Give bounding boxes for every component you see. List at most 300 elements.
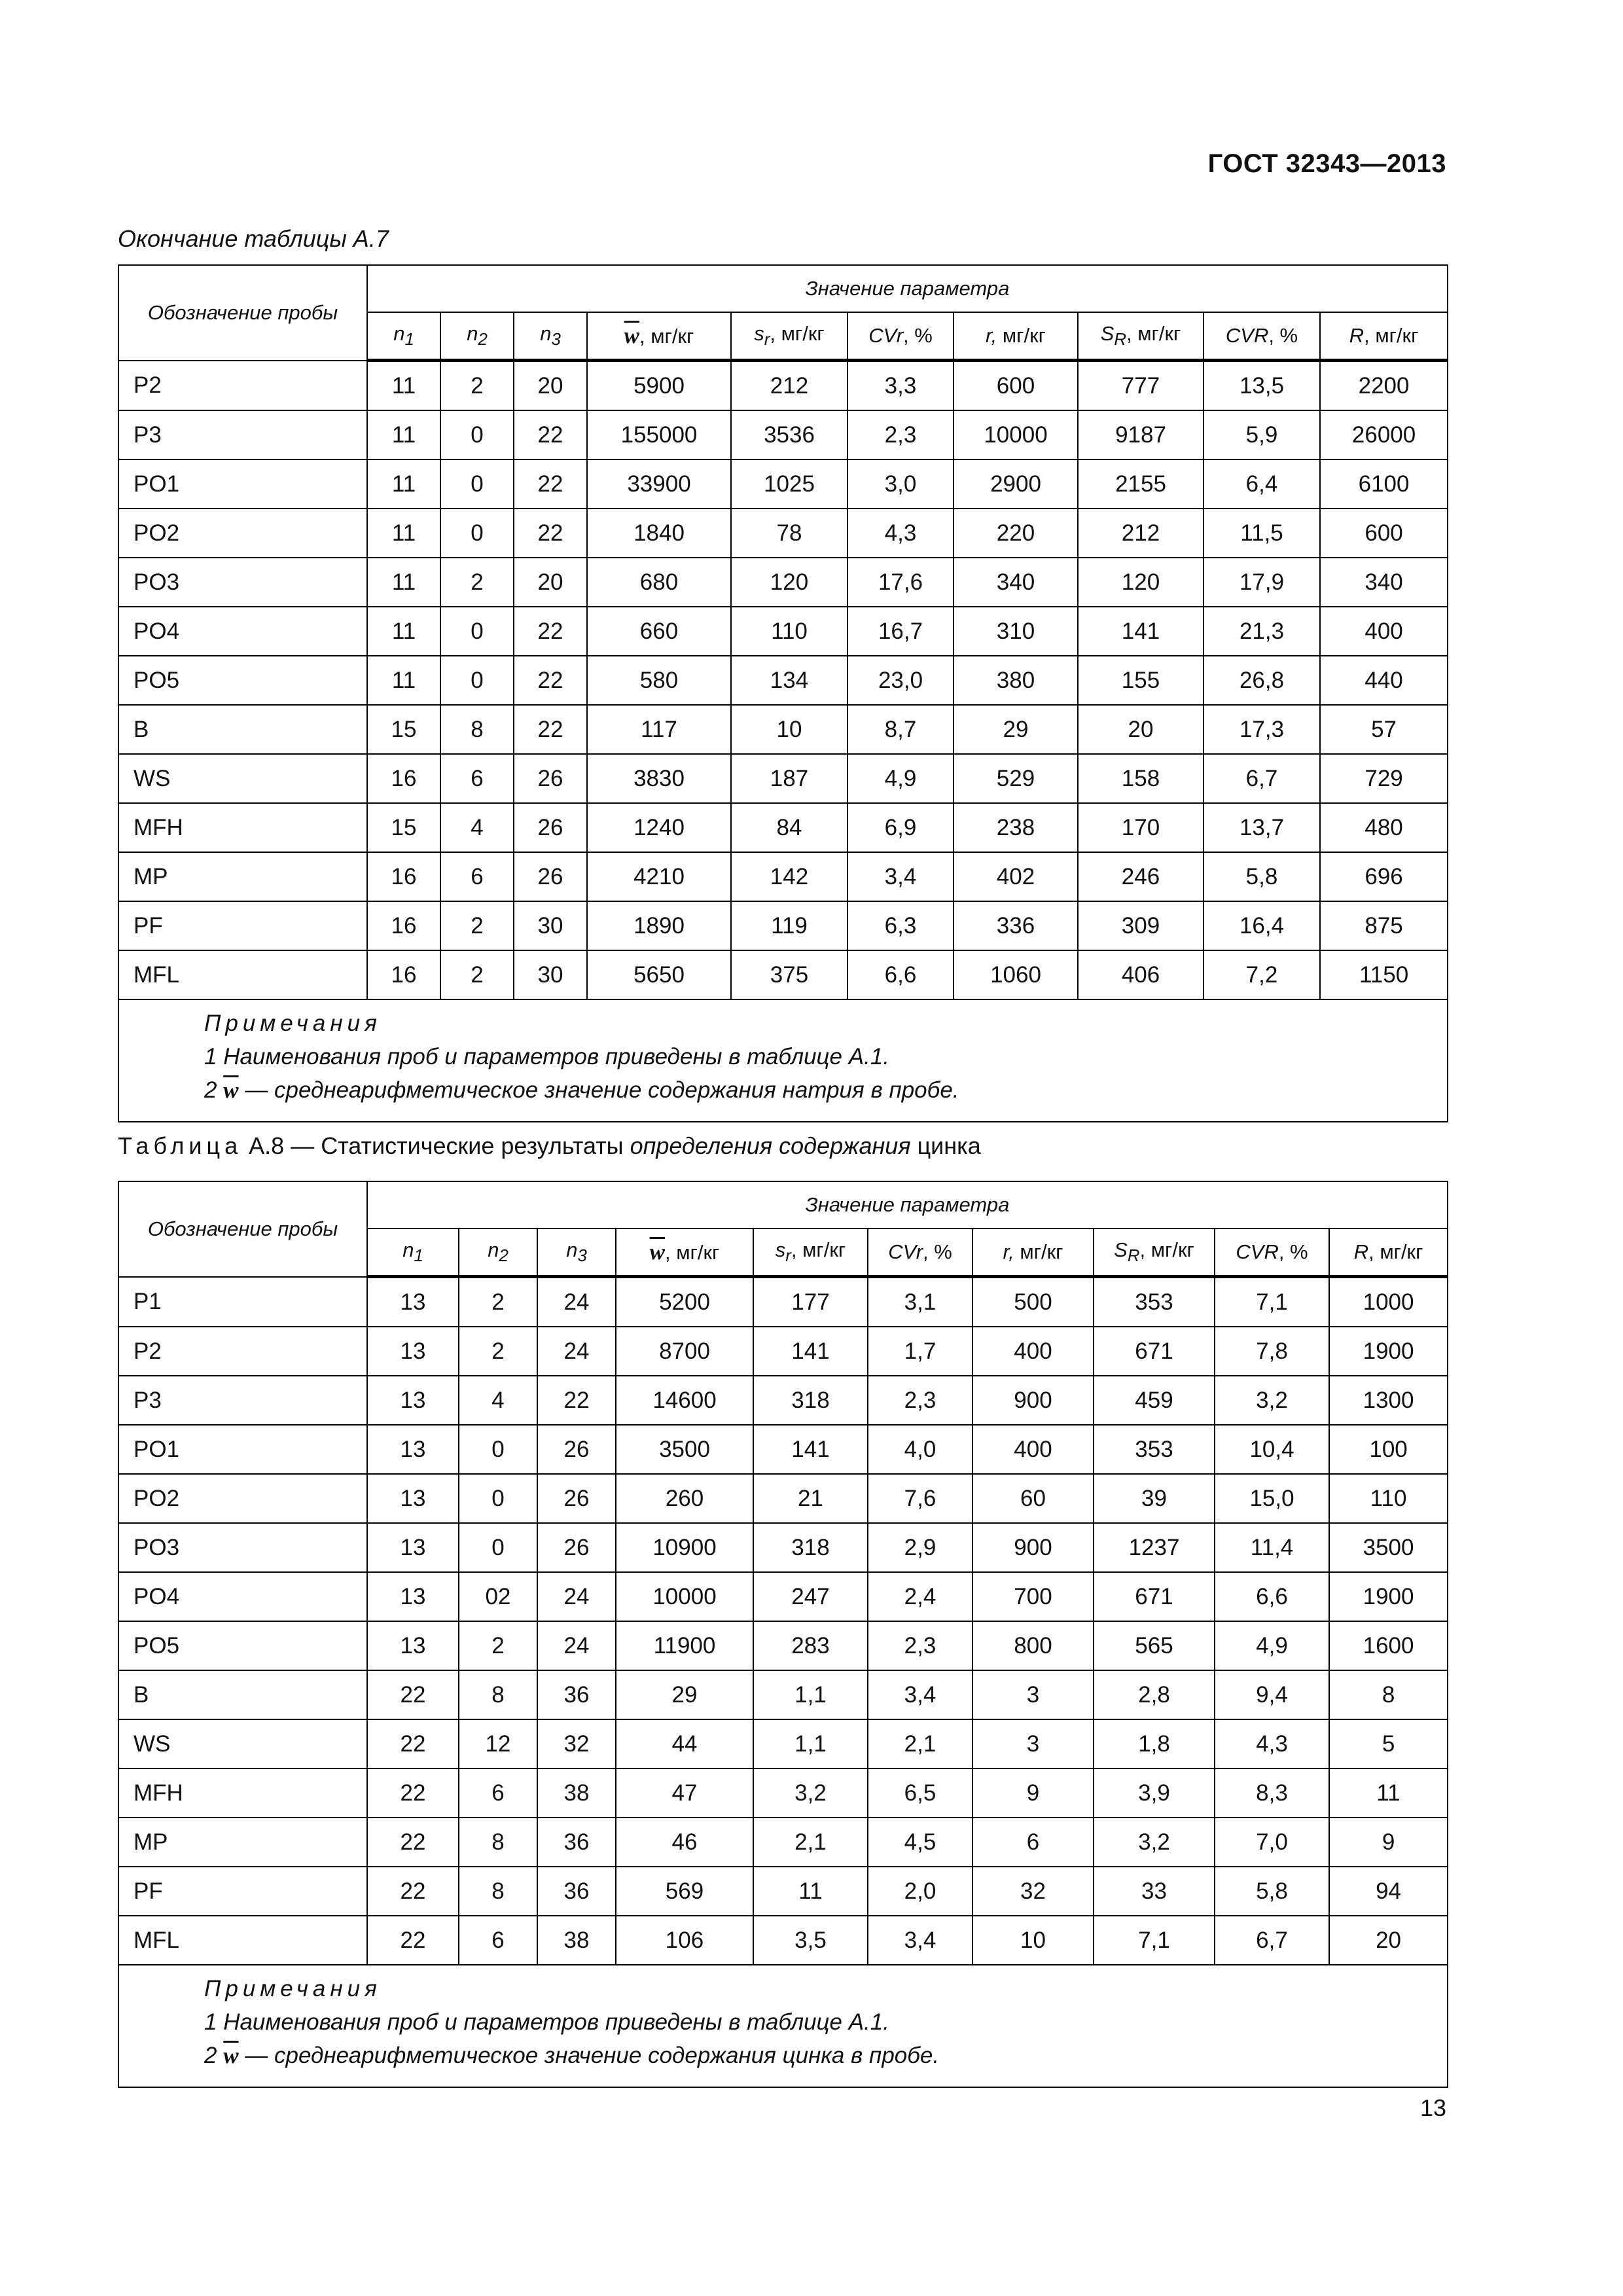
value-cell: 247 — [753, 1572, 868, 1621]
value-cell: 26000 — [1320, 410, 1448, 459]
sample-name-cell: P3 — [118, 410, 367, 459]
value-cell: 26 — [514, 852, 587, 901]
value-cell: 22 — [367, 1916, 459, 1965]
value-cell: 5900 — [587, 361, 731, 411]
col-n3: $n_3$ — [514, 312, 587, 361]
table-row — [118, 1621, 1448, 1670]
value-cell: 1000 — [1329, 1277, 1448, 1327]
value-cell: 7,1 — [1215, 1277, 1329, 1327]
value-cell: 13 — [367, 1425, 459, 1474]
value-cell: 16 — [367, 950, 440, 999]
table-row — [118, 656, 1448, 705]
table-row — [118, 558, 1448, 607]
table-a8-caption: Таблица А.8 — Статистические результаты определения содержания цинка — [118, 1132, 981, 1159]
col-R: R, мг/кг — [1329, 1229, 1448, 1277]
sample-name-cell: PF — [118, 1867, 367, 1916]
value-cell: 3,2 — [1094, 1818, 1215, 1867]
value-cell: 6 — [972, 1818, 1094, 1867]
value-cell: 2155 — [1078, 459, 1204, 509]
value-cell: 671 — [1094, 1327, 1215, 1376]
value-cell: 4,9 — [1215, 1621, 1329, 1670]
value-cell: 0 — [440, 607, 514, 656]
table-row — [118, 901, 1448, 950]
value-cell: 29 — [616, 1670, 753, 1719]
col-n1: $n_1$ — [367, 312, 440, 361]
col-sr: $s_r$, мг/кг — [731, 312, 847, 361]
value-cell: 2,3 — [847, 410, 954, 459]
value-cell: 2,9 — [868, 1523, 972, 1572]
sample-name-cell: PO2 — [118, 509, 367, 558]
value-cell: 340 — [1320, 558, 1448, 607]
col-w: $\overline{w}$, мг/кг — [587, 312, 731, 361]
value-cell: 2 — [440, 361, 514, 411]
value-cell: 700 — [972, 1572, 1094, 1621]
value-cell: 1025 — [731, 459, 847, 509]
value-cell: 2,1 — [753, 1818, 868, 1867]
value-cell: 57 — [1320, 705, 1448, 754]
value-cell: 100 — [1329, 1425, 1448, 1474]
value-cell: 22 — [514, 656, 587, 705]
value-cell: 13 — [367, 1376, 459, 1425]
value-cell: 3,9 — [1094, 1768, 1215, 1818]
value-cell: 02 — [459, 1572, 537, 1621]
value-cell: 220 — [954, 509, 1078, 558]
value-cell: 39 — [1094, 1474, 1215, 1523]
value-cell: 47 — [616, 1768, 753, 1818]
value-cell: 13 — [367, 1621, 459, 1670]
value-cell: 15 — [367, 705, 440, 754]
value-cell: 1300 — [1329, 1376, 1448, 1425]
value-cell: 7,0 — [1215, 1818, 1329, 1867]
notes-title: Примечания — [204, 1976, 382, 2001]
value-cell: 22 — [367, 1818, 459, 1867]
value-cell: 480 — [1320, 803, 1448, 852]
value-cell: 8 — [440, 705, 514, 754]
value-cell: 30 — [514, 901, 587, 950]
table-row — [118, 1376, 1448, 1425]
value-cell: 10000 — [954, 410, 1078, 459]
value-cell: 8,3 — [1215, 1768, 1329, 1818]
sample-name-cell: MFL — [118, 950, 367, 999]
sample-header: Обозначение пробы — [118, 265, 367, 361]
table-row — [118, 1572, 1448, 1621]
value-cell: 11 — [367, 361, 440, 411]
value-cell: 4 — [440, 803, 514, 852]
sample-name-cell: WS — [118, 1719, 367, 1768]
value-cell: 16 — [367, 754, 440, 803]
value-cell: 120 — [731, 558, 847, 607]
value-cell: 22 — [367, 1670, 459, 1719]
value-cell: 22 — [537, 1376, 616, 1425]
value-cell: 696 — [1320, 852, 1448, 901]
value-cell: 187 — [731, 754, 847, 803]
value-cell: 9 — [972, 1768, 1094, 1818]
value-cell: 8 — [459, 1670, 537, 1719]
col-w: $\overline{w}$, мг/кг — [616, 1229, 753, 1277]
value-cell: 11 — [367, 509, 440, 558]
value-cell: 119 — [731, 901, 847, 950]
value-cell: 17,9 — [1204, 558, 1320, 607]
value-cell: 8 — [459, 1867, 537, 1916]
value-cell: 318 — [753, 1523, 868, 1572]
value-cell: 11 — [1329, 1768, 1448, 1818]
value-cell: 580 — [587, 656, 731, 705]
page-number: 13 — [1419, 2094, 1446, 2121]
value-cell: 36 — [537, 1867, 616, 1916]
value-cell: 22 — [367, 1719, 459, 1768]
value-cell: 22 — [514, 459, 587, 509]
sample-name-cell: PO3 — [118, 558, 367, 607]
table-row — [118, 1916, 1448, 1965]
value-cell: 6 — [440, 754, 514, 803]
value-cell: 3,3 — [847, 361, 954, 411]
value-cell: 26 — [537, 1474, 616, 1523]
value-cell: 120 — [1078, 558, 1204, 607]
value-cell: 22 — [514, 509, 587, 558]
value-cell: 26 — [537, 1523, 616, 1572]
value-cell: 7,2 — [1204, 950, 1320, 999]
table-a8 — [118, 1181, 1448, 2088]
value-cell: 22 — [514, 607, 587, 656]
value-cell: 106 — [616, 1916, 753, 1965]
value-cell: 16 — [367, 852, 440, 901]
value-cell: 6,6 — [847, 950, 954, 999]
value-cell: 24 — [537, 1327, 616, 1376]
table-row — [118, 950, 1448, 999]
value-cell: 20 — [1329, 1916, 1448, 1965]
sample-name-cell: PO5 — [118, 656, 367, 705]
value-cell: 0 — [459, 1425, 537, 1474]
value-cell: 11,4 — [1215, 1523, 1329, 1572]
value-cell: 2,8 — [1094, 1670, 1215, 1719]
value-cell: 406 — [1078, 950, 1204, 999]
value-cell: 17,3 — [1204, 705, 1320, 754]
col-n1: $n_1$ — [367, 1229, 459, 1277]
value-cell: 900 — [972, 1376, 1094, 1425]
value-cell: 459 — [1094, 1376, 1215, 1425]
table-row — [118, 1425, 1448, 1474]
col-r: r, мг/кг — [972, 1229, 1094, 1277]
value-cell: 1,1 — [753, 1670, 868, 1719]
col-R: R, мг/кг — [1320, 312, 1448, 361]
value-cell: 3,2 — [753, 1768, 868, 1818]
value-cell: 246 — [1078, 852, 1204, 901]
value-cell: 3,0 — [847, 459, 954, 509]
table-a7 — [118, 264, 1448, 1122]
value-cell: 78 — [731, 509, 847, 558]
value-cell: 6,7 — [1204, 754, 1320, 803]
value-cell: 1150 — [1320, 950, 1448, 999]
value-cell: 24 — [537, 1572, 616, 1621]
table-a8-notes — [118, 1965, 1448, 2087]
table-row — [118, 1670, 1448, 1719]
value-cell: 4,9 — [847, 754, 954, 803]
value-cell: 660 — [587, 607, 731, 656]
value-cell: 6100 — [1320, 459, 1448, 509]
table-row — [118, 1867, 1448, 1916]
value-cell: 10900 — [616, 1523, 753, 1572]
note-1: 1 Наименования проб и параметров приведены в таблице А.1. — [204, 1044, 890, 1069]
value-cell: 600 — [954, 361, 1078, 411]
sample-name-cell: P3 — [118, 1376, 367, 1425]
value-cell: 158 — [1078, 754, 1204, 803]
table-row — [118, 361, 1448, 411]
value-cell: 22 — [514, 705, 587, 754]
value-cell: 26 — [514, 754, 587, 803]
value-cell: 353 — [1094, 1277, 1215, 1327]
value-cell: 3 — [972, 1719, 1094, 1768]
value-cell: 1,8 — [1094, 1719, 1215, 1768]
col-sR: $S_R$, мг/кг — [1094, 1229, 1215, 1277]
value-cell: 729 — [1320, 754, 1448, 803]
value-cell: 2 — [459, 1277, 537, 1327]
value-cell: 400 — [972, 1327, 1094, 1376]
sample-name-cell: PO2 — [118, 1474, 367, 1523]
value-cell: 6 — [459, 1768, 537, 1818]
table-row — [118, 1523, 1448, 1572]
value-cell: 6 — [440, 852, 514, 901]
value-cell: 569 — [616, 1867, 753, 1916]
value-cell: 2 — [459, 1621, 537, 1670]
value-cell: 22 — [367, 1768, 459, 1818]
sample-name-cell: MFH — [118, 803, 367, 852]
sample-name-cell: PO5 — [118, 1621, 367, 1670]
value-cell: 10000 — [616, 1572, 753, 1621]
value-cell: 26 — [514, 803, 587, 852]
table-row — [118, 1719, 1448, 1768]
sample-name-cell: P1 — [118, 1277, 367, 1327]
table-row — [118, 459, 1448, 509]
value-cell: 3830 — [587, 754, 731, 803]
value-cell: 1890 — [587, 901, 731, 950]
table-row — [118, 705, 1448, 754]
value-cell: 5,8 — [1204, 852, 1320, 901]
value-cell: 6,6 — [1215, 1572, 1329, 1621]
value-cell: 1900 — [1329, 1572, 1448, 1621]
value-cell: 336 — [954, 901, 1078, 950]
value-cell: 22 — [367, 1867, 459, 1916]
value-cell: 6,3 — [847, 901, 954, 950]
value-cell: 11 — [367, 607, 440, 656]
value-cell: 400 — [1320, 607, 1448, 656]
sample-name-cell: WS — [118, 754, 367, 803]
value-cell: 1,1 — [753, 1719, 868, 1768]
value-cell: 17,6 — [847, 558, 954, 607]
value-cell: 84 — [731, 803, 847, 852]
value-cell: 3500 — [616, 1425, 753, 1474]
value-cell: 3,4 — [847, 852, 954, 901]
col-cvr: CVr, % — [847, 312, 954, 361]
value-cell: 2 — [440, 950, 514, 999]
table-row — [118, 410, 1448, 459]
sample-name-cell: B — [118, 705, 367, 754]
value-cell: 3500 — [1329, 1523, 1448, 1572]
value-cell: 6,5 — [868, 1768, 972, 1818]
value-cell: 4,3 — [1215, 1719, 1329, 1768]
table-row — [118, 1474, 1448, 1523]
value-cell: 8700 — [616, 1327, 753, 1376]
value-cell: 10,4 — [1215, 1425, 1329, 1474]
value-cell: 875 — [1320, 901, 1448, 950]
sample-name-cell: MP — [118, 1818, 367, 1867]
value-cell: 7,8 — [1215, 1327, 1329, 1376]
value-cell: 6,4 — [1204, 459, 1320, 509]
value-cell: 134 — [731, 656, 847, 705]
value-cell: 4210 — [587, 852, 731, 901]
value-cell: 46 — [616, 1818, 753, 1867]
sample-name-cell: B — [118, 1670, 367, 1719]
value-cell: 21,3 — [1204, 607, 1320, 656]
value-cell: 1060 — [954, 950, 1078, 999]
table-row — [118, 803, 1448, 852]
col-cvR: CVR, % — [1215, 1229, 1329, 1277]
value-cell: 21 — [753, 1474, 868, 1523]
value-cell: 141 — [753, 1425, 868, 1474]
value-cell: 15,0 — [1215, 1474, 1329, 1523]
value-cell: 1840 — [587, 509, 731, 558]
table-row — [118, 1768, 1448, 1818]
sample-name-cell: PF — [118, 901, 367, 950]
value-cell: 2,3 — [868, 1376, 972, 1425]
value-cell: 5,9 — [1204, 410, 1320, 459]
value-cell: 3,2 — [1215, 1376, 1329, 1425]
value-cell: 12 — [459, 1719, 537, 1768]
value-cell: 900 — [972, 1523, 1094, 1572]
value-cell: 6,7 — [1215, 1916, 1329, 1965]
value-cell: 110 — [1329, 1474, 1448, 1523]
value-cell: 238 — [954, 803, 1078, 852]
value-cell: 9187 — [1078, 410, 1204, 459]
table-row — [118, 509, 1448, 558]
value-cell: 4 — [459, 1376, 537, 1425]
value-cell: 11 — [367, 410, 440, 459]
value-cell: 565 — [1094, 1621, 1215, 1670]
value-cell: 24 — [537, 1621, 616, 1670]
value-cell: 38 — [537, 1916, 616, 1965]
value-cell: 13 — [367, 1572, 459, 1621]
value-cell: 36 — [537, 1818, 616, 1867]
value-cell: 142 — [731, 852, 847, 901]
value-cell: 2200 — [1320, 361, 1448, 411]
value-cell: 20 — [1078, 705, 1204, 754]
value-cell: 2 — [459, 1327, 537, 1376]
value-cell: 1240 — [587, 803, 731, 852]
col-sr: $s_r$, мг/кг — [753, 1229, 868, 1277]
value-cell: 16,7 — [847, 607, 954, 656]
value-cell: 0 — [459, 1523, 537, 1572]
value-cell: 529 — [954, 754, 1078, 803]
sample-name-cell: P2 — [118, 1327, 367, 1376]
table-a7-caption: Окончание таблицы А.7 — [118, 225, 389, 252]
value-cell: 3536 — [731, 410, 847, 459]
value-cell: 24 — [537, 1277, 616, 1327]
col-n3: $n_3$ — [537, 1229, 616, 1277]
value-cell: 0 — [440, 509, 514, 558]
value-cell: 310 — [954, 607, 1078, 656]
value-cell: 23,0 — [847, 656, 954, 705]
value-cell: 1600 — [1329, 1621, 1448, 1670]
value-cell: 1237 — [1094, 1523, 1215, 1572]
value-cell: 3,4 — [868, 1670, 972, 1719]
sample-name-cell: MFL — [118, 1916, 367, 1965]
value-cell: 6,9 — [847, 803, 954, 852]
col-cvr: CVr, % — [868, 1229, 972, 1277]
value-cell: 170 — [1078, 803, 1204, 852]
value-cell: 110 — [731, 607, 847, 656]
value-cell: 500 — [972, 1277, 1094, 1327]
note-2: 2 $\overline{w}$ — среднеарифметическое значение содержания цинка в пробе. — [204, 2043, 940, 2068]
note-1: 1 Наименования проб и параметров приведены в таблице А.1. — [204, 2009, 890, 2035]
value-cell: 3,1 — [868, 1277, 972, 1327]
value-cell: 26,8 — [1204, 656, 1320, 705]
value-cell: 212 — [731, 361, 847, 411]
value-cell: 155 — [1078, 656, 1204, 705]
value-cell: 2 — [440, 901, 514, 950]
col-r: r, мг/кг — [954, 312, 1078, 361]
value-cell: 2900 — [954, 459, 1078, 509]
value-cell: 402 — [954, 852, 1078, 901]
value-cell: 800 — [972, 1621, 1094, 1670]
value-cell: 671 — [1094, 1572, 1215, 1621]
value-cell: 0 — [440, 459, 514, 509]
table-row — [118, 754, 1448, 803]
value-cell: 680 — [587, 558, 731, 607]
value-cell: 36 — [537, 1670, 616, 1719]
value-cell: 11,5 — [1204, 509, 1320, 558]
value-cell: 7,1 — [1094, 1916, 1215, 1965]
value-cell: 20 — [514, 558, 587, 607]
value-cell: 117 — [587, 705, 731, 754]
value-cell: 155000 — [587, 410, 731, 459]
sample-name-cell: PO4 — [118, 607, 367, 656]
value-cell: 5650 — [587, 950, 731, 999]
value-cell: 2,0 — [868, 1867, 972, 1916]
value-cell: 22 — [514, 410, 587, 459]
value-cell: 0 — [459, 1474, 537, 1523]
value-cell: 16,4 — [1204, 901, 1320, 950]
value-cell: 7,6 — [868, 1474, 972, 1523]
value-cell: 0 — [440, 656, 514, 705]
value-cell: 11 — [753, 1867, 868, 1916]
value-cell: 1900 — [1329, 1327, 1448, 1376]
value-cell: 32 — [537, 1719, 616, 1768]
document-code: ГОСТ 32343—2013 — [1207, 149, 1446, 178]
value-cell: 9,4 — [1215, 1670, 1329, 1719]
value-cell: 44 — [616, 1719, 753, 1768]
value-cell: 13 — [367, 1474, 459, 1523]
notes-title: Примечания — [204, 1011, 382, 1036]
value-cell: 4,0 — [868, 1425, 972, 1474]
value-cell: 2,1 — [868, 1719, 972, 1768]
value-cell: 9 — [1329, 1818, 1448, 1867]
value-cell: 8,7 — [847, 705, 954, 754]
value-cell: 777 — [1078, 361, 1204, 411]
value-cell: 400 — [972, 1425, 1094, 1474]
sample-name-cell: P2 — [118, 361, 367, 411]
value-cell: 11 — [367, 558, 440, 607]
sample-header: Обозначение пробы — [118, 1181, 367, 1277]
value-cell: 4,5 — [868, 1818, 972, 1867]
value-cell: 6 — [459, 1916, 537, 1965]
value-cell: 3 — [972, 1670, 1094, 1719]
value-cell: 15 — [367, 803, 440, 852]
value-cell: 5 — [1329, 1719, 1448, 1768]
value-cell: 3,4 — [868, 1916, 972, 1965]
value-cell: 10 — [731, 705, 847, 754]
value-cell: 11900 — [616, 1621, 753, 1670]
value-cell: 375 — [731, 950, 847, 999]
value-cell: 440 — [1320, 656, 1448, 705]
